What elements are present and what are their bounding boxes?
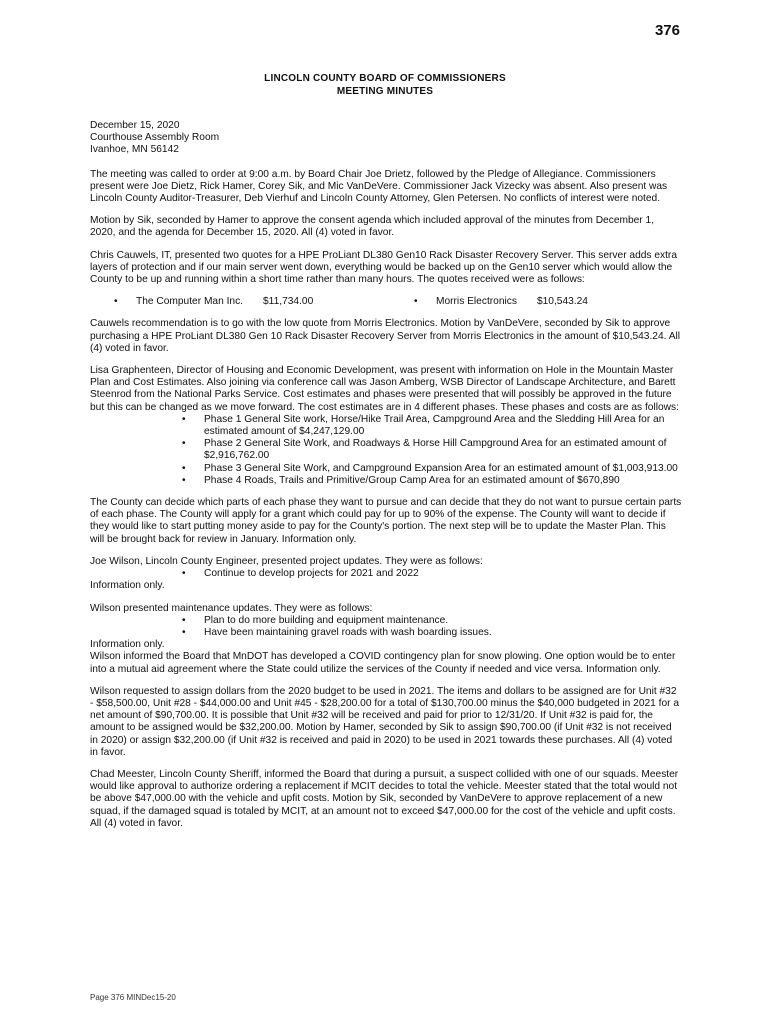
quote-list xyxy=(90,296,682,308)
bullet-icon: • xyxy=(182,438,186,450)
info-only-maintenance: Information only. xyxy=(90,639,165,651)
list-item xyxy=(90,475,682,487)
paragraph-budget-assign: Wilson requested to assign dollars from the 2020 budget to be used in 2021. The items and dollars to be assigned are for Unit #32 - $58,500.00, Unit #28 - $44,000.00 and Unit #45 - $28,200.00 for a total of $130,700.00 minus the $40,000 budgeted in 2021 for a net amount of $90,700.00. It is possible that Unit #32 will be received and paid for prior to 12/31/20. If Unit #32 is paid for, the amount to be assigned would be $32,200.00. Motion by Hamer, seconded by Sik to assign $90,700.00 (if Unit #32 is not received in 2020) or assign $32,200.00 (if Unit #32 is received and paid in 2020) to be used in 2021 towards these purchases. All (4) voted in favor. xyxy=(90,685,680,758)
meeting-location: Courthouse Assembly Room xyxy=(90,132,220,144)
maintenance-text: Plan to do more building and equipment maintenance. xyxy=(204,614,449,626)
list-item xyxy=(90,615,682,627)
quote-amount: $11,734.00 xyxy=(263,296,314,308)
bullet-icon: • xyxy=(182,626,186,638)
page-number: 376 xyxy=(654,22,680,39)
bullet-icon: • xyxy=(182,462,186,474)
list-item xyxy=(90,463,682,475)
meeting-city: Ivanhoe, MN 56142 xyxy=(90,144,179,156)
phase-text: Phase 2 General Site Work, and Roadways & Horse Hill Campground Area for an estimated amount of $2,916,762.00 xyxy=(204,438,667,462)
phase-text: Phase 4 Roads, Trails and Primitive/Group Camp Area for an estimated amount of $670,890 xyxy=(204,474,620,486)
bullet-icon: • xyxy=(182,614,186,626)
minutes-body xyxy=(90,120,682,840)
quote-amount: $10,543.24 xyxy=(536,296,588,308)
paragraph-phase-decision: The County can decide which parts of each phase they want to pursue and can decide that they do not want to pursue certain parts of each phase. The County will apply for a grant which could pay for up to 90% of the expense. The County will want to decide if they would like to start putting money aside to pay for the County's portion. The next step will be to update the Master Plan. This will be brought back for review in January. Information only. xyxy=(90,497,682,545)
paragraph-sheriff-squad: Chad Meester, Lincoln County Sheriff, informed the Board that during a pursuit, a suspect collided with one of our squads. Meester would like approval to authorize ordering a replacement if MCIT decides to total the vehicle. Meester stated that the total would not be above $47,000.00 with the vehicle and upfit costs. Motion by Sik, seconded by VanDeVere to approve replacement of a new squad, if the damaged squad is totaled by MCIT, at an amount not to exceed $47,000.00 for the cost of the vehicle and upfit costs. All (4) voted in favor. xyxy=(90,768,679,829)
bullet-icon: • xyxy=(182,413,186,425)
document-header xyxy=(0,72,770,98)
header-title: LINCOLN COUNTY BOARD OF COMMISSIONERS xyxy=(264,73,506,84)
maintenance-list xyxy=(90,615,682,639)
header-subtitle: MEETING MINUTES xyxy=(336,86,434,97)
paragraph-it-motion: Cauwels recommendation is to go with the low quote from Morris Electronics. Motion by VanDeVere, seconded by Sik to approve purchasing a HPE ProLiant DL380 Gen 10 Rack Disaster Recovery Server from Morris Electronics in the amount of $10,543.24. All (4) voted in favor. xyxy=(90,318,681,354)
project-list xyxy=(90,568,682,580)
phase-text: Phase 1 General Site work, Horse/Hike Trail Area, Campground Area and the Sledding Hill Area for an estimated amount of $4,247,129.00 xyxy=(204,413,665,438)
phase-list xyxy=(90,414,682,487)
bullet-icon: • xyxy=(182,568,186,580)
list-item xyxy=(90,568,682,580)
paragraph-call-to-order: The meeting was called to order at 9:00 a.m. by Board Chair Joe Drietz, followed by the Pledge of Allegiance. Commissioners present were Joe Dietz, Rick Hamer, Corey Sik, and Mic VanDeVere. Commissioner Jack Vizecky was absent. Also present was Lincoln County Auditor-Treasurer, Deb Vierhuf and Lincoln County Attorney, Glen Petersen. No conflicts of interest were noted. xyxy=(90,168,668,205)
paragraph-it-quotes: Chris Cauwels, IT, presented two quotes for a HPE ProLiant DL380 Gen10 Rack Disaster Recovery Server. This server adds extra layers of protection and if our main server went down, everything would be backed up on the Gen10 server which would allow the County to be up and running within a short time rather than many hours. The quotes received were as follows: xyxy=(90,249,677,286)
project-text: Continue to develop projects for 2021 and 2022 xyxy=(204,568,419,580)
info-only-projects: Information only. xyxy=(90,580,165,592)
phase-text: Phase 3 General Site Work, and Campground Expansion Area for an estimated amount of $1,003,913.00 xyxy=(204,462,678,474)
quote-vendor: Morris Electronics xyxy=(436,296,517,308)
paragraph-engineer-projects: Joe Wilson, Lincoln County Engineer, presented project updates. They were as follows: xyxy=(90,555,483,567)
bullet-icon: • xyxy=(114,296,118,308)
list-item xyxy=(90,414,682,438)
paragraph-covid-plan: Wilson informed the Board that MnDOT has developed a COVID contingency plan for snow plowing. One option would be to enter into a mutual aid agreement where the State could utilize the services of the County if needed and vice versa. Information only. xyxy=(90,651,676,675)
paragraph-master-plan: Lisa Graphenteen, Director of Housing and Economic Development, was present with information on Hole in the Mountain Master Plan and Cost Estimates. Also joining via conference call was Jason Amberg, WSB Director of Landscape Architecture, and Barett Steenrod from the National Parks Service. Cost estimates and phases were presented that will possibly be approved in the future but this can be changed as we move forward. The cost estimates are in 4 different phases. These phases and costs are as follows: xyxy=(90,365,679,413)
paragraph-maintenance: Wilson presented maintenance updates. They were as follows: xyxy=(90,602,373,614)
bullet-icon: • xyxy=(182,474,186,486)
meeting-address xyxy=(90,120,682,157)
list-item xyxy=(90,296,414,308)
maintenance-text: Have been maintaining gravel roads with wash boarding issues. xyxy=(204,626,492,638)
quote-vendor: The Computer Man Inc. xyxy=(136,296,244,308)
page-footer: Page 376 MINDec15-20 xyxy=(90,993,176,1002)
paragraph-consent-agenda: Motion by Sik, seconded by Hamer to approve the consent agenda which included approval of the minutes from December 1, 2020, and the agenda for December 15, 2020. All (4) voted in favor. xyxy=(90,215,655,239)
list-item xyxy=(414,296,588,308)
list-item xyxy=(90,438,682,462)
bullet-icon: • xyxy=(414,296,418,308)
meeting-date: December 15, 2020 xyxy=(90,120,180,131)
list-item xyxy=(90,627,682,639)
